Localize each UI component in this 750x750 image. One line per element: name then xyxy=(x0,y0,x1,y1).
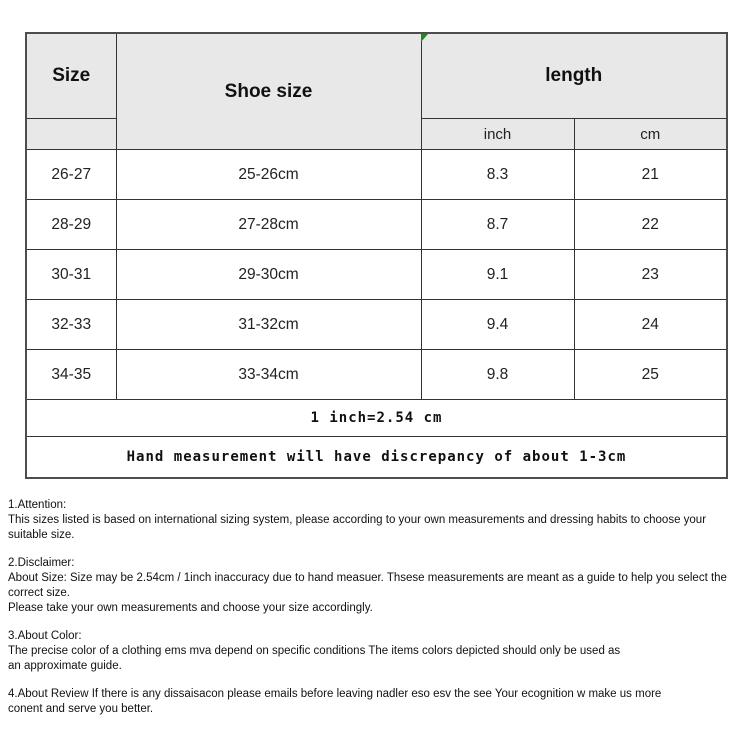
cell-shoe-size: 29-30cm xyxy=(116,250,421,300)
note-line: The precise color of a clothing ems mva depend on specific conditions The items colors depicted should only be used as xyxy=(8,645,621,657)
size-chart-table xyxy=(25,32,728,479)
cell-shoe-size: 25-26cm xyxy=(116,150,421,200)
note-line: 4.About Review If there is any dissaisacon please emails before leaving nadler eso esv the see Your ecognition w make us more xyxy=(8,688,662,700)
table-row xyxy=(26,150,727,200)
cell-inch: 9.4 xyxy=(421,300,574,350)
cell-cm: 24 xyxy=(574,300,727,350)
header-size: Size xyxy=(26,33,116,119)
note-line: an approximate guide. xyxy=(8,660,122,672)
note xyxy=(8,556,746,616)
cell-inch: 9.1 xyxy=(421,250,574,300)
footnote-inch-conversion: 1 inch=2.54 cm xyxy=(26,400,727,437)
table-row xyxy=(26,200,727,250)
header-row-main xyxy=(26,33,727,119)
table-row xyxy=(26,300,727,350)
note xyxy=(8,498,746,543)
table-row xyxy=(26,250,727,300)
note-line: About Size: Size may be 2.54cm / 1inch inaccuracy due to hand measuer. Thsese measurements are meant as a guide to help you select the correct size. xyxy=(8,572,727,599)
cell-size: 32-33 xyxy=(26,300,116,350)
footnote-hand-measurement: Hand measurement will have discrepancy of about 1-3cm xyxy=(26,437,727,479)
note-line: conent and serve you better. xyxy=(8,703,154,715)
notes-section xyxy=(8,498,746,730)
cell-inch: 8.7 xyxy=(421,200,574,250)
cell-cm: 23 xyxy=(574,250,727,300)
cell-size: 30-31 xyxy=(26,250,116,300)
note-title: 1.Attention: xyxy=(8,499,67,511)
note-line: Please take your own measurements and choose your size accordingly. xyxy=(8,602,373,614)
header-size-sub-empty xyxy=(26,119,116,150)
cell-size: 26-27 xyxy=(26,150,116,200)
cell-cm: 22 xyxy=(574,200,727,250)
header-cm: cm xyxy=(574,119,727,150)
note xyxy=(8,687,746,717)
note xyxy=(8,629,746,674)
note-line: This sizes listed is based on international sizing system, please according to your own measurements and dressing habits to choose your suitable size. xyxy=(8,514,707,541)
header-shoe-size: Shoe size xyxy=(116,33,421,150)
cell-shoe-size: 31-32cm xyxy=(116,300,421,350)
cell-size: 34-35 xyxy=(26,350,116,400)
note-title: 3.About Color: xyxy=(8,630,82,642)
cell-inch: 9.8 xyxy=(421,350,574,400)
table-row xyxy=(26,350,727,400)
note-title: 2.Disclaimer: xyxy=(8,557,75,569)
cell-cm: 25 xyxy=(574,350,727,400)
cell-shoe-size: 33-34cm xyxy=(116,350,421,400)
cell-cm: 21 xyxy=(574,150,727,200)
footnote-row xyxy=(26,400,727,437)
cell-shoe-size: 27-28cm xyxy=(116,200,421,250)
header-inch: inch xyxy=(421,119,574,150)
footnote-row xyxy=(26,437,727,479)
cell-size: 28-29 xyxy=(26,200,116,250)
size-table-body xyxy=(26,150,727,400)
header-length: length xyxy=(421,33,727,119)
cell-inch: 8.3 xyxy=(421,150,574,200)
cell-corner-marker-icon xyxy=(421,34,428,42)
